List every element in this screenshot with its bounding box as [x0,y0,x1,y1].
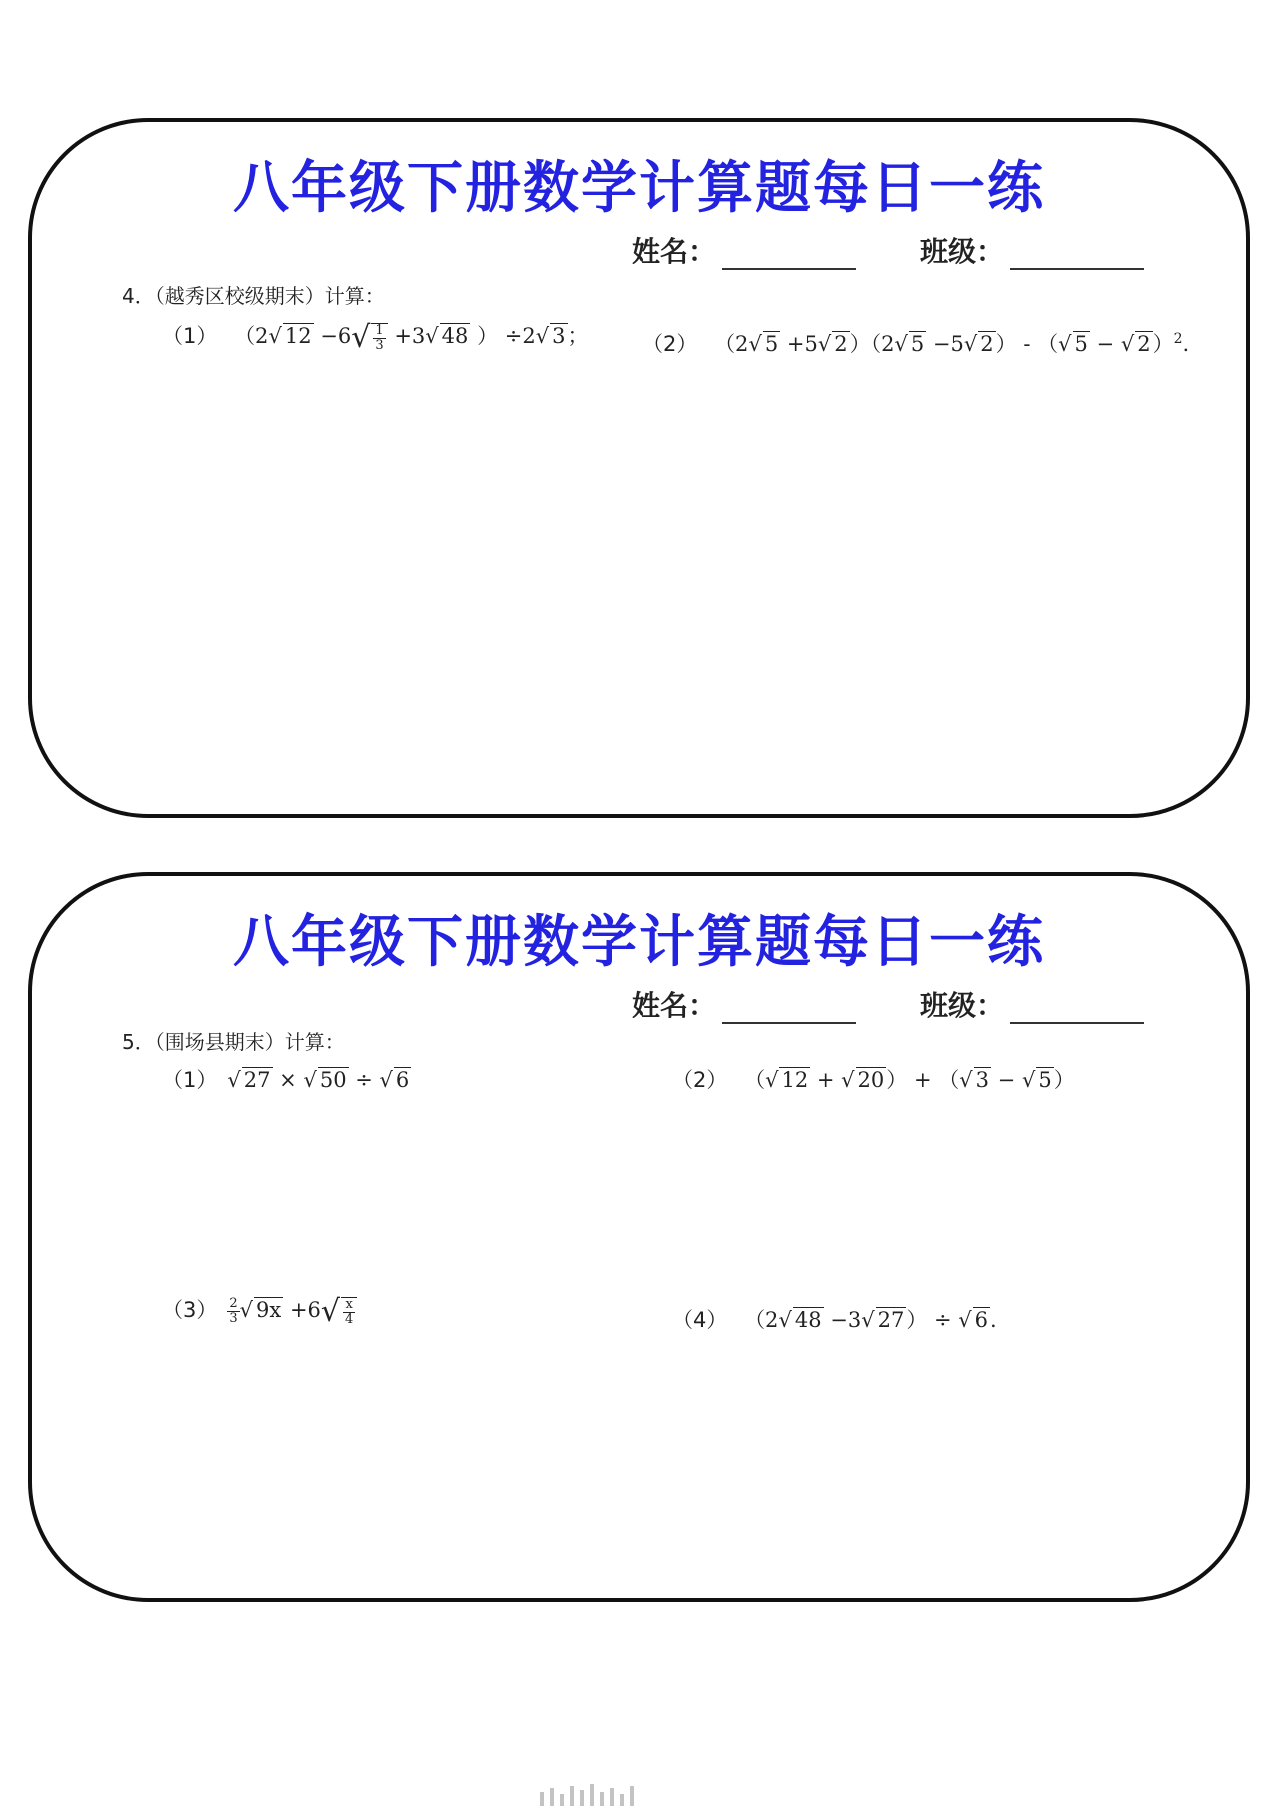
expr-part: −5 [926,332,964,356]
expr-part: +3 [394,324,426,348]
name-blank-line[interactable] [722,242,856,270]
sqrt-symbol: √ [351,320,371,355]
denominator: 3 [229,1311,238,1326]
radicand: 2 [1137,332,1151,356]
question-number: （1） [162,324,218,348]
expr-part: （2 [234,324,269,348]
fraction [227,1297,239,1326]
expr-part: − [990,1068,1022,1092]
radicand: 12 [781,1068,809,1092]
class-blank-line[interactable] [1010,242,1144,270]
expr-part: ； [567,324,589,348]
name-label: 姓名： [632,235,717,268]
expr-part: ÷ [348,1068,380,1092]
exponent: 2 [1173,331,1183,347]
expr-part: ） [1152,332,1174,356]
question-number: （2） [642,332,698,356]
expr-part: （2 [714,332,749,356]
numerator: 1 [375,322,384,338]
radicand: 20 [857,1068,885,1092]
radicand: 9x [256,1298,282,1322]
name-field[interactable] [632,230,856,270]
expr-part: ） + （ [886,1068,960,1092]
card-title: 八年级下册数学计算题每日一练 [233,910,1045,975]
question-number: （1） [162,1068,218,1092]
worksheet-card-2 [28,872,1250,1602]
radicand: 2 [980,332,994,356]
class-field[interactable] [920,984,1144,1024]
radicand: 2 [834,332,848,356]
class-blank-line[interactable] [1010,996,1144,1024]
question-4: （4） （2√ 48 −3√ 27） ÷ √ 6. [672,1308,997,1332]
expr-part: +6 [283,1298,321,1322]
radicand: 6 [974,1308,989,1332]
expr-part: ）（2 [849,332,895,356]
problem-heading: 5．（围场县期末）计算： [122,1030,345,1054]
expr-part: − [1089,332,1121,356]
name-field[interactable] [632,984,856,1024]
radicand: 5 [910,332,925,356]
name-blank-line[interactable] [722,996,856,1024]
card-title: 八年级下册数学计算题每日一练 [233,156,1045,221]
name-label: 姓名： [632,989,717,1022]
class-label: 班级： [920,989,1005,1022]
worksheet-card-1 [28,118,1250,818]
expr-part: +5 [780,332,818,356]
watermark-logo [540,1782,740,1806]
radicand: 27 [877,1308,905,1332]
expr-part: ） ÷ [906,1308,959,1332]
denominator: 4 [345,1311,354,1327]
class-label: 班级： [920,235,1005,268]
numerator: x [343,1298,355,1313]
radicand: 3 [975,1068,989,1092]
radicand: 5 [1038,1068,1052,1092]
radicand: 50 [319,1068,347,1092]
expr-part: −3 [823,1308,862,1332]
radicand: 48 [794,1308,822,1332]
question-2: （2） （√ 12 + √ 20） + （√ 3 − √ 5） [672,1068,1075,1092]
radicand: 12 [284,324,312,348]
question-2: （2） （2√ 5 +5√ 2）（2√ 5 −5√ 2） - （√ 5 − √ 2）$^2$. [642,331,1190,356]
fraction [341,1297,357,1327]
expr-part: ） - （ [995,332,1059,356]
question-1: （1） √ 27 × √ 50 ÷ √ 6 [162,1068,410,1092]
expr-part: + [810,1068,842,1092]
expr-part: . [990,1308,997,1332]
question-number: （3） [162,1298,218,1322]
question-1: （1） （2√ 12 −6√ $\frac{1}{3}$ +3√ 48 ） ÷2√ 3； [162,320,589,355]
radicand: 48 [441,324,469,348]
expr-part: ） ÷2 [477,324,536,348]
question-number: （2） [672,1068,728,1092]
problem-heading: 4．（越秀区校级期末）计算： [122,284,385,308]
expr-part: ） [1053,1068,1075,1092]
expr-part: −6 [320,324,352,348]
sqrt-symbol: √ [320,1294,341,1329]
question-3: （3） $\frac{2}{3}$ √ 9x +6√ $\frac{x}{4}$ [162,1294,357,1329]
radicand: 5 [1074,332,1088,356]
denominator: 3 [375,337,384,353]
radicand: 27 [243,1068,271,1092]
expr-part: （ [744,1068,766,1092]
radicand: 5 [764,332,779,356]
radicand: 3 [552,324,566,348]
fraction [371,323,387,353]
expr-part: × [272,1068,304,1092]
class-field[interactable] [920,230,1144,270]
expr-part: . [1182,332,1190,356]
radicand: 6 [395,1068,410,1092]
question-number: （4） [672,1308,728,1332]
expr-part: （2 [744,1308,779,1332]
numerator: 2 [229,1296,238,1311]
